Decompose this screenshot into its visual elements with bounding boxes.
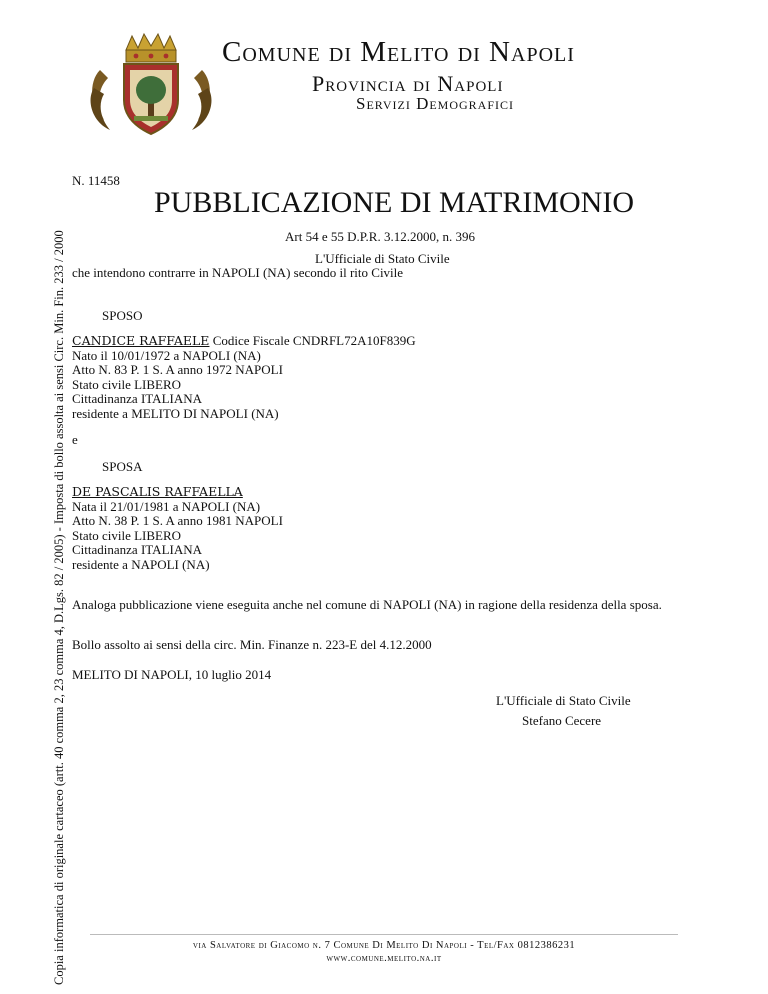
groom-line: Cittadinanza ITALIANA <box>72 391 202 406</box>
groom-line: Stato civile LIBERO <box>72 376 182 392</box>
groom-line: Atto N. 83 P. 1 S. A anno 1972 NAPOLI <box>72 362 283 377</box>
signature-name: Stefano Cecere <box>522 713 602 728</box>
department-name: Servizi Demografici <box>356 94 515 113</box>
conjunction: e <box>72 432 78 447</box>
bollo-note: Bollo assolto ai sensi della circ. Min. Finanze n. 223-E del 4.12.2000 <box>72 637 432 652</box>
bride-name: DE PASCALIS RAFFAELLA <box>72 484 243 499</box>
bride-line: Atto N. 38 P. 1 S. A anno 1981 NAPOLI <box>72 513 283 528</box>
groom-role-label: SPOSO <box>102 308 143 323</box>
groom-line: residente a MELITO DI NAPOLI (NA) <box>72 405 279 421</box>
groom-name: CANDICE RAFFAELE <box>72 333 210 348</box>
footer-divider <box>90 934 678 935</box>
footer-address: via Salvatore di Giacomo n. 7 Comune Di Melito Di Napoli - Tel/Fax 0812386231 <box>192 940 576 951</box>
officer-intro: L'Ufficiale di Stato Civile <box>315 251 450 266</box>
analoga-note: Analoga pubblicazione viene eseguita anche nel comune di NAPOLI (NA) in ragione della residenza della sposa. <box>72 597 662 612</box>
municipal-crest-logo <box>86 30 216 138</box>
province-name: Provincia di Napoli <box>312 71 504 96</box>
bride-line: residente a NAPOLI (NA) <box>72 556 210 572</box>
place-date: MELITO DI NAPOLI, 10 luglio 2014 <box>72 667 272 682</box>
groom-details <box>72 334 416 421</box>
groom-fiscal-code: Codice Fiscale CNDRFL72A10F839G <box>212 333 416 348</box>
bride-role-label: SPOSA <box>102 459 143 474</box>
signature-title: L'Ufficiale di Stato Civile <box>496 693 631 708</box>
intro-text: che intendono contrarre in NAPOLI (NA) secondo il rito Civile <box>72 265 404 280</box>
legal-copy-note: Copia informatica di originale cartaceo (artt. 40 comma 2, 23 comma 4, D.Lgs. 82 / 2005) - Imposta di bollo assolta ai sensi Circ. Min. Fin. 233 / 2000 <box>52 230 66 985</box>
bride-line: Nata il 21/01/1981 a NAPOLI (NA) <box>72 498 261 514</box>
groom-line: Nato il 10/01/1972 a NAPOLI (NA) <box>72 347 261 363</box>
document-number: N. 11458 <box>72 173 120 188</box>
municipality-name: Comune di Melito di Napoli <box>222 36 575 68</box>
footer-website: www.comune.melito.na.it <box>326 953 442 964</box>
bride-line: Cittadinanza ITALIANA <box>72 542 202 557</box>
document-title: PUBBLICAZIONE DI MATRIMONIO <box>154 186 634 219</box>
legal-reference: Art 54 e 55 D.P.R. 3.12.2000, n. 396 <box>285 229 475 244</box>
bride-line: Stato civile LIBERO <box>72 527 182 543</box>
bride-details <box>72 485 283 572</box>
